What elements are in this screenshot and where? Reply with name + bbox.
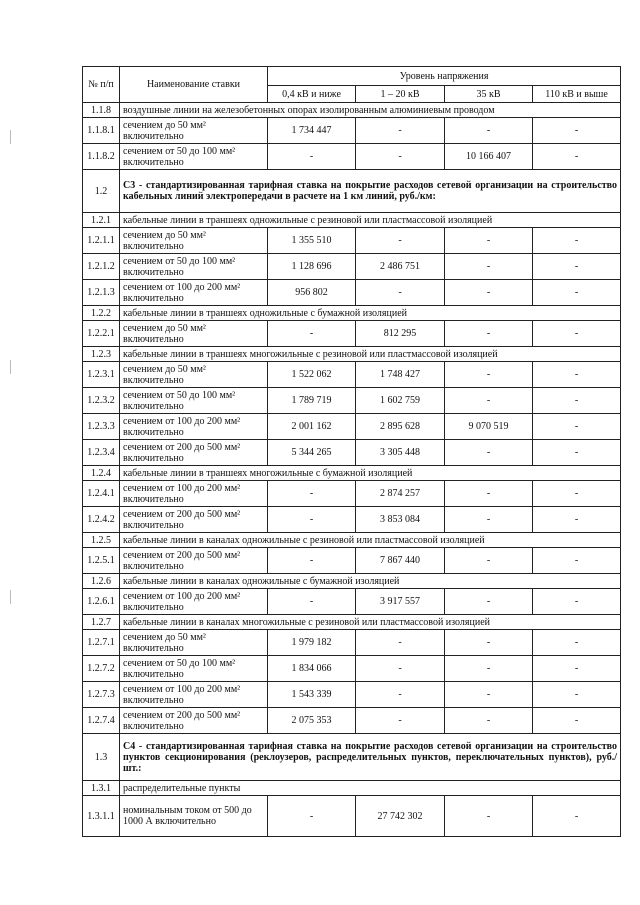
- row-name: сечением до 50 мм² включительно: [120, 228, 268, 254]
- header-voltage-group: Уровень напряжения: [268, 67, 621, 86]
- row-value: -: [356, 228, 445, 254]
- table-row: [83, 144, 621, 170]
- section-title: распределительные пункты: [120, 781, 621, 796]
- row-value: -: [533, 548, 621, 574]
- row-number: 1.3.1: [83, 781, 120, 796]
- section-row: [83, 347, 621, 362]
- row-value: -: [445, 589, 533, 615]
- section-row: [83, 306, 621, 321]
- row-value: -: [445, 708, 533, 734]
- row-value: 3 853 084: [356, 507, 445, 533]
- row-value: 9 070 519: [445, 414, 533, 440]
- row-number: 1.2.3.2: [83, 388, 120, 414]
- row-value: 2 895 628: [356, 414, 445, 440]
- row-value: -: [533, 118, 621, 144]
- row-value: -: [445, 796, 533, 837]
- row-number: 1.2.4.1: [83, 481, 120, 507]
- header-row: [83, 67, 621, 86]
- row-value: -: [445, 118, 533, 144]
- row-name: сечением до 50 мм² включительно: [120, 321, 268, 347]
- row-value: 7 867 440: [356, 548, 445, 574]
- section-title: кабельные линии в траншеях многожильные с бумажной изоляцией: [120, 466, 621, 481]
- edge-mark: [10, 130, 11, 144]
- row-number: 1.2.7.3: [83, 682, 120, 708]
- row-value: -: [533, 481, 621, 507]
- row-value: 2 075 353: [268, 708, 356, 734]
- table-row: [83, 321, 621, 347]
- row-value: -: [356, 144, 445, 170]
- header-name: Наименование ставки: [120, 67, 268, 103]
- row-value: -: [445, 507, 533, 533]
- row-value: -: [533, 144, 621, 170]
- row-value: 1 355 510: [268, 228, 356, 254]
- section-title: кабельные линии в траншеях многожильные с резиновой или пластмассовой изоляцией: [120, 347, 621, 362]
- table-row: [83, 280, 621, 306]
- row-number: 1.2.7.2: [83, 656, 120, 682]
- row-value: 1 602 759: [356, 388, 445, 414]
- row-value: -: [356, 280, 445, 306]
- row-number: 1.2: [83, 170, 120, 213]
- row-value: -: [356, 630, 445, 656]
- row-name: сечением от 200 до 500 мм² включительно: [120, 440, 268, 466]
- row-number: 1.1.8.2: [83, 144, 120, 170]
- row-value: 1 128 696: [268, 254, 356, 280]
- section-title: кабельные линии в траншеях одножильные с бумажной изоляцией: [120, 306, 621, 321]
- header-voltage-35: 35 кВ: [445, 86, 533, 103]
- table-row: [83, 362, 621, 388]
- row-value: -: [356, 682, 445, 708]
- row-number: 1.2.5.1: [83, 548, 120, 574]
- table-row: [83, 630, 621, 656]
- section-row: [83, 781, 621, 796]
- section-row: [83, 615, 621, 630]
- row-value: 3 305 448: [356, 440, 445, 466]
- row-name: сечением от 50 до 100 мм² включительно: [120, 144, 268, 170]
- section-title: воздушные линии на железобетонных опорах изолированным алюминиевым проводом: [120, 103, 621, 118]
- row-value: -: [533, 362, 621, 388]
- row-name: сечением от 100 до 200 мм² включительно: [120, 682, 268, 708]
- row-value: -: [268, 589, 356, 615]
- row-value: -: [533, 656, 621, 682]
- rate-heading-text: С3 - стандартизированная тарифная ставка на покрытие расходов сетевой организации на строительство кабельных линий электропередачи в расчете на 1 км линий, руб./км:: [120, 170, 621, 213]
- section-title: кабельные линии в каналах одножильные с бумажной изоляцией: [120, 574, 621, 589]
- row-value: -: [445, 548, 533, 574]
- row-name: сечением от 50 до 100 мм² включительно: [120, 388, 268, 414]
- row-number: 1.2.2.1: [83, 321, 120, 347]
- row-number: 1.2.3.3: [83, 414, 120, 440]
- row-name: сечением до 50 мм² включительно: [120, 630, 268, 656]
- row-number: 1.2.1: [83, 213, 120, 228]
- tariff-table: [82, 66, 621, 837]
- row-value: -: [356, 708, 445, 734]
- row-number: 1.2.6.1: [83, 589, 120, 615]
- row-value: -: [533, 796, 621, 837]
- row-value: -: [268, 796, 356, 837]
- row-name: сечением от 200 до 500 мм² включительно: [120, 507, 268, 533]
- row-value: -: [268, 144, 356, 170]
- header-voltage-1-20: 1 – 20 кВ: [356, 86, 445, 103]
- section-row: [83, 466, 621, 481]
- table-row: [83, 796, 621, 837]
- table-row: [83, 708, 621, 734]
- row-name: сечением от 100 до 200 мм² включительно: [120, 481, 268, 507]
- row-number: 1.2.6: [83, 574, 120, 589]
- row-number: 1.2.3.1: [83, 362, 120, 388]
- row-value: -: [445, 481, 533, 507]
- row-value: -: [533, 708, 621, 734]
- table-row: [83, 656, 621, 682]
- row-name: сечением от 200 до 500 мм² включительно: [120, 548, 268, 574]
- page-edge-marks: [10, 0, 11, 905]
- table-row: [83, 228, 621, 254]
- header-num: № п/п: [83, 67, 120, 103]
- section-row: [83, 574, 621, 589]
- row-value: -: [533, 228, 621, 254]
- section-title: кабельные линии в каналах многожильные с резиновой или пластмассовой изоляцией: [120, 615, 621, 630]
- row-value: 1 522 062: [268, 362, 356, 388]
- row-number: 1.2.3: [83, 347, 120, 362]
- table-row: [83, 589, 621, 615]
- row-name: сечением до 50 мм² включительно: [120, 362, 268, 388]
- row-value: -: [445, 630, 533, 656]
- row-number: 1.2.1.1: [83, 228, 120, 254]
- row-name: сечением от 200 до 500 мм² включительно: [120, 708, 268, 734]
- row-value: 10 166 407: [445, 144, 533, 170]
- row-value: 3 917 557: [356, 589, 445, 615]
- row-name: сечением от 100 до 200 мм² включительно: [120, 280, 268, 306]
- row-value: -: [445, 388, 533, 414]
- row-value: -: [533, 630, 621, 656]
- row-value: 1 543 339: [268, 682, 356, 708]
- table-row: [83, 548, 621, 574]
- row-number: 1.2.7.4: [83, 708, 120, 734]
- rate-heading-row: [83, 734, 621, 781]
- section-row: [83, 103, 621, 118]
- table-row: [83, 682, 621, 708]
- row-value: 812 295: [356, 321, 445, 347]
- row-value: 27 742 302: [356, 796, 445, 837]
- table-row: [83, 481, 621, 507]
- row-value: -: [268, 321, 356, 347]
- table-row: [83, 440, 621, 466]
- row-value: 5 344 265: [268, 440, 356, 466]
- edge-mark: [10, 590, 11, 604]
- row-value: -: [445, 254, 533, 280]
- row-number: 1.1.8.1: [83, 118, 120, 144]
- row-number: 1.2.7.1: [83, 630, 120, 656]
- section-title: кабельные линии в траншеях одножильные с резиновой или пластмассовой изоляцией: [120, 213, 621, 228]
- row-value: 1 748 427: [356, 362, 445, 388]
- row-number: 1.2.2: [83, 306, 120, 321]
- row-value: -: [445, 280, 533, 306]
- row-value: -: [445, 362, 533, 388]
- section-row: [83, 533, 621, 548]
- section-row: [83, 213, 621, 228]
- row-name: номинальным током от 500 до 1000 А включительно: [120, 796, 268, 837]
- row-value: -: [533, 589, 621, 615]
- row-value: -: [445, 440, 533, 466]
- row-value: 1 789 719: [268, 388, 356, 414]
- row-value: -: [445, 228, 533, 254]
- row-value: 1 979 182: [268, 630, 356, 656]
- row-number: 1.3.1.1: [83, 796, 120, 837]
- section-title: кабельные линии в каналах одножильные с резиновой или пластмассовой изоляцией: [120, 533, 621, 548]
- row-value: -: [268, 548, 356, 574]
- row-value: 1 734 447: [268, 118, 356, 144]
- table-row: [83, 388, 621, 414]
- row-value: 956 802: [268, 280, 356, 306]
- table-row: [83, 254, 621, 280]
- header-voltage-110: 110 кВ и выше: [533, 86, 621, 103]
- row-value: 1 834 066: [268, 656, 356, 682]
- row-value: -: [268, 481, 356, 507]
- row-value: -: [356, 118, 445, 144]
- row-number: 1.1.8: [83, 103, 120, 118]
- row-value: 2 001 162: [268, 414, 356, 440]
- row-number: 1.2.3.4: [83, 440, 120, 466]
- rate-heading-row: [83, 170, 621, 213]
- row-number: 1.2.4.2: [83, 507, 120, 533]
- row-name: сечением от 50 до 100 мм² включительно: [120, 656, 268, 682]
- row-value: -: [445, 656, 533, 682]
- row-number: 1.2.1.3: [83, 280, 120, 306]
- row-number: 1.2.7: [83, 615, 120, 630]
- row-value: -: [445, 682, 533, 708]
- row-value: -: [533, 280, 621, 306]
- row-value: -: [445, 321, 533, 347]
- row-value: -: [533, 254, 621, 280]
- row-value: 2 874 257: [356, 481, 445, 507]
- row-value: 2 486 751: [356, 254, 445, 280]
- rate-heading-text: С4 - стандартизированная тарифная ставка на покрытие расходов сетевой организации на строительство пунктов секционирования (реклоузеров, распределительных пунктов, переключательных пунктов), руб./шт.:: [120, 734, 621, 781]
- row-number: 1.2.5: [83, 533, 120, 548]
- row-value: -: [356, 656, 445, 682]
- row-number: 1.2.1.2: [83, 254, 120, 280]
- table-row: [83, 118, 621, 144]
- row-name: сечением от 100 до 200 мм² включительно: [120, 414, 268, 440]
- row-value: -: [533, 440, 621, 466]
- table-row: [83, 507, 621, 533]
- row-value: -: [533, 507, 621, 533]
- row-value: -: [268, 507, 356, 533]
- row-value: -: [533, 321, 621, 347]
- edge-mark: [10, 360, 11, 374]
- row-value: -: [533, 414, 621, 440]
- row-name: сечением от 100 до 200 мм² включительно: [120, 589, 268, 615]
- row-value: -: [533, 388, 621, 414]
- row-number: 1.3: [83, 734, 120, 781]
- tariff-table-body: [83, 67, 621, 837]
- row-value: -: [533, 682, 621, 708]
- header-voltage-04: 0,4 кВ и ниже: [268, 86, 356, 103]
- table-row: [83, 414, 621, 440]
- row-name: сечением от 50 до 100 мм² включительно: [120, 254, 268, 280]
- row-name: сечением до 50 мм² включительно: [120, 118, 268, 144]
- row-number: 1.2.4: [83, 466, 120, 481]
